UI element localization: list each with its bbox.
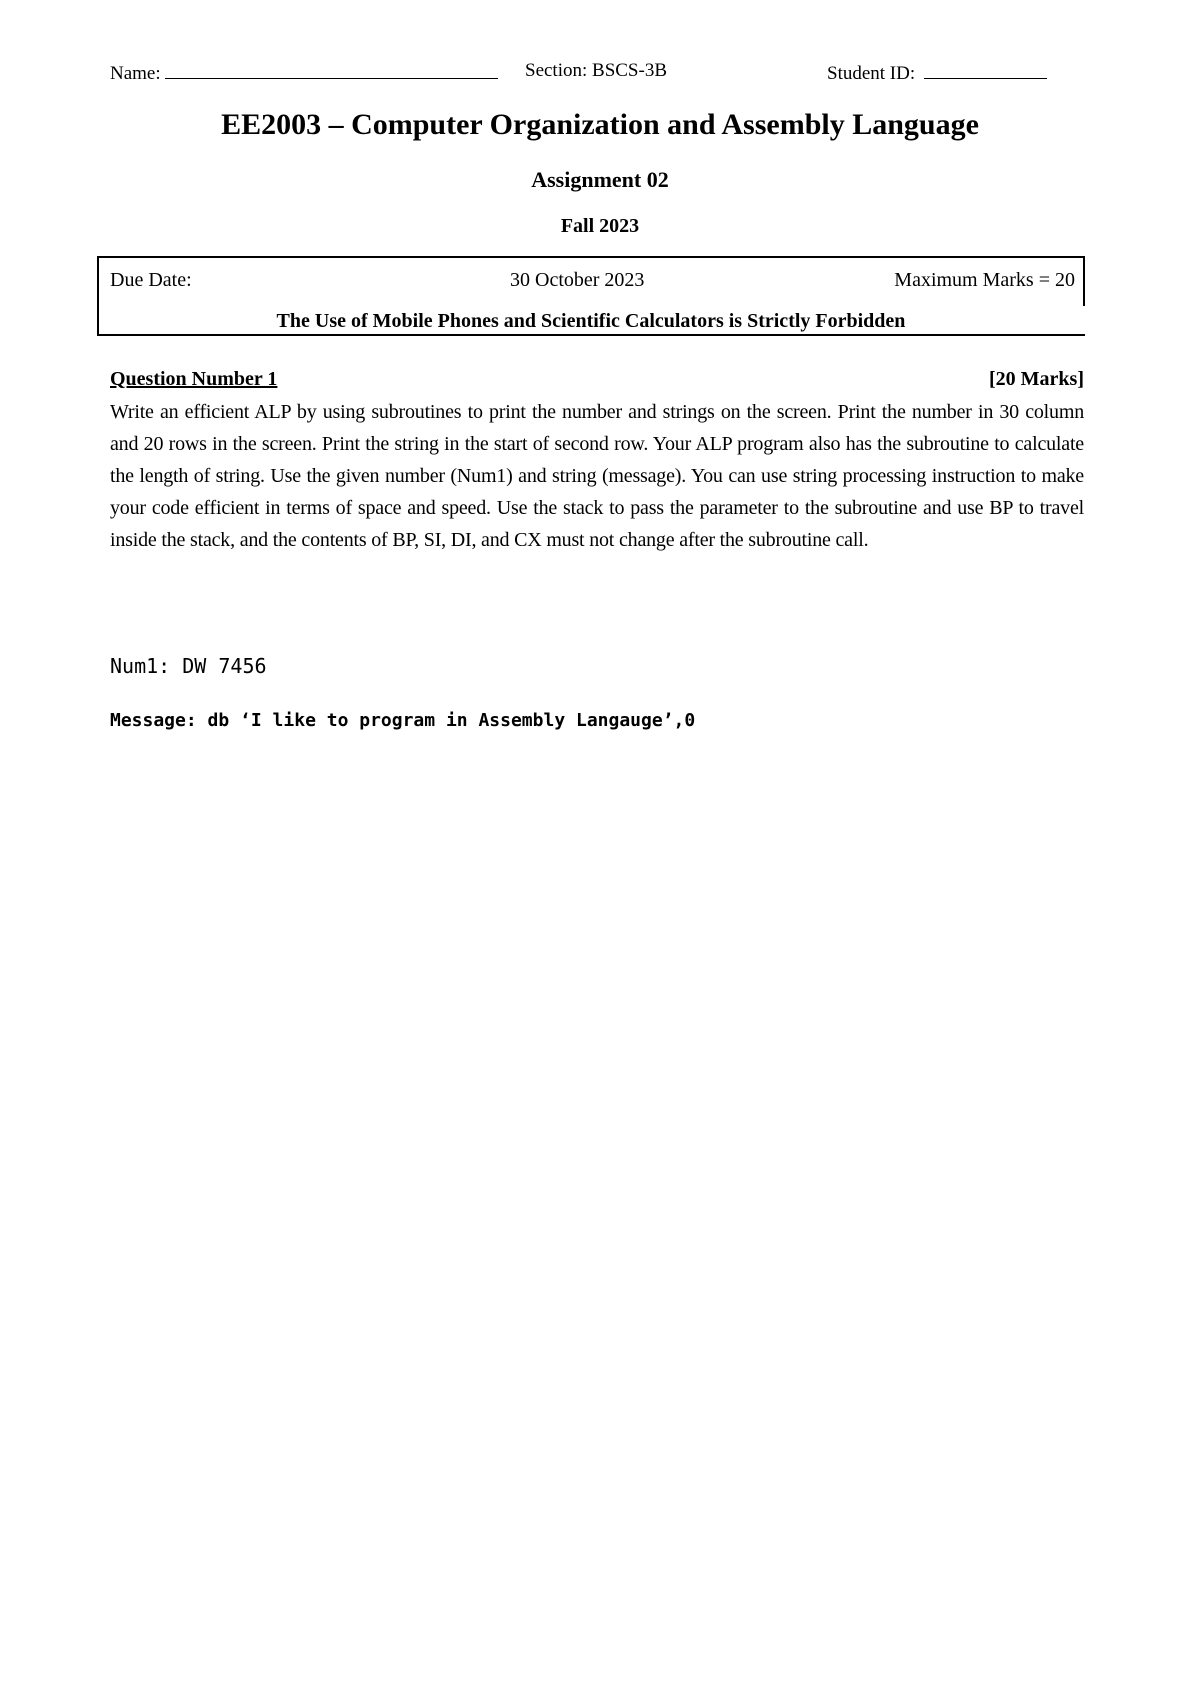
due-row [110, 269, 1075, 297]
student-info-line [110, 60, 1090, 88]
name-field [110, 60, 498, 85]
term-title: Fall 2023 [560, 215, 640, 237]
student-id-label: Student ID: [827, 63, 916, 84]
course-title: EE2003 – Computer Organization and Assembly Language [221, 108, 979, 141]
section-label: Section: BSCS-3B [525, 60, 667, 81]
code-num1: Num1: DW 7456 [110, 654, 267, 678]
code-message: Message: db ‘I like to program in Assembly Langauge’,0 [110, 710, 696, 731]
question-header [110, 368, 1084, 396]
question-body: Write an efficient ALP by using subroutines to print the number and strings on the screen. Print the number in 30 column and 20 rows in the screen. Print the string in the start of second row. Your ALP program also has the subroutine to calculate the length of string. Use the given number (Num1) and string (message). You can use string processing instruction to make your code efficient in terms of space and speed. Use the stack to pass the parameter to the subroutine and use BP to travel inside the stack, and the contents of BP, SI, DI, and CX must not change after the subroutine call. [110, 401, 1084, 551]
forbidden-notice: The Use of Mobile Phones and Scientific Calculators is Strictly Forbidden [276, 310, 906, 332]
student-id-field [827, 60, 1047, 85]
question-title: Question Number 1 [110, 368, 278, 390]
box-right-border [1083, 258, 1085, 306]
assignment-title: Assignment 02 [531, 167, 669, 192]
name-blank-line [165, 60, 498, 79]
due-date-value: 30 October 2023 [510, 269, 645, 291]
due-date-label: Due Date: [110, 269, 192, 291]
name-label: Name: [110, 63, 161, 84]
student-id-blank-line [924, 60, 1047, 79]
question-marks: [20 Marks] [989, 368, 1084, 390]
due-date-box [97, 256, 1085, 336]
maximum-marks: Maximum Marks = 20 [894, 269, 1075, 291]
